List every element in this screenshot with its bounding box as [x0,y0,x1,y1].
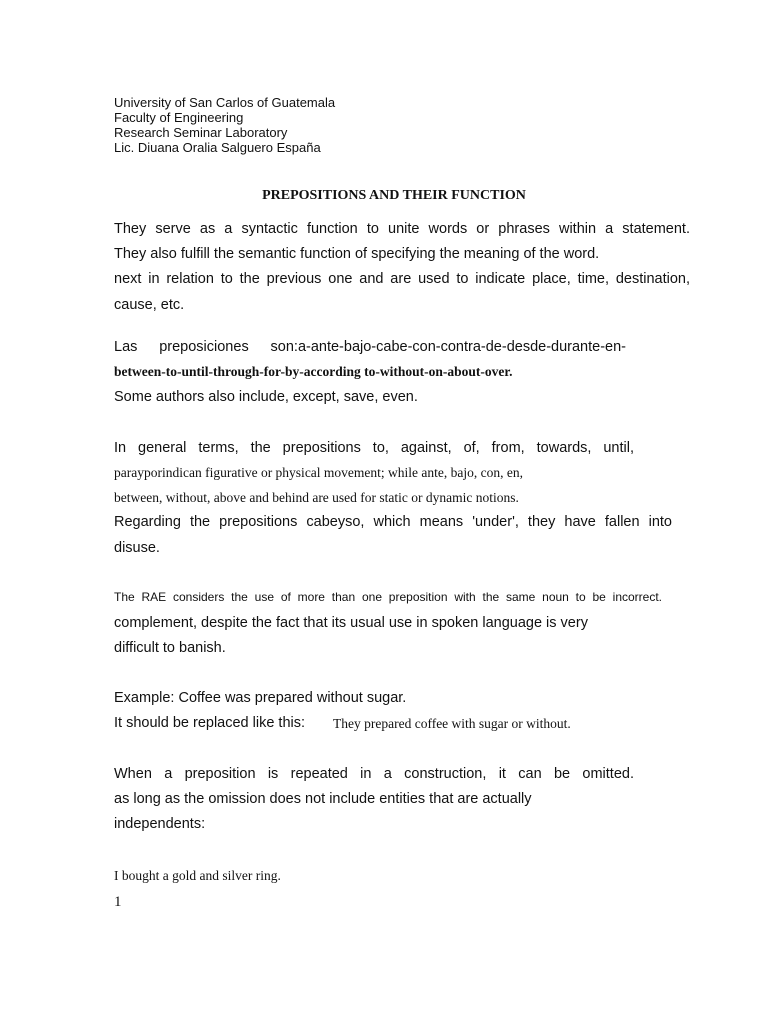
header-university: University of San Carlos of Guatemala [114,95,336,110]
para2-line1: Las preposiciones son:a-ante-bajo-cabe-con-contra-de-desde-durante-en- [114,339,626,355]
para4-line3: difficult to banish. [114,640,226,656]
header-author: Lic. Diuana Oralia Salguero España [114,140,321,155]
para2-line2: between-to-until-through-for-by-according to-without-on-about-over. [114,364,513,379]
para3-line3: between, without, above and behind are used for static or dynamic notions. [114,490,519,505]
page-number: 1 [114,894,122,910]
para5-line2-example: They prepared coffee with sugar or without. [333,716,571,731]
para5-line1: Example: Coffee was prepared without sugar. [114,690,407,706]
para4-line1: The RAE considers the use of more than one preposition with the same noun to be incorrect. [114,590,662,604]
para1-line4: cause, etc. [114,297,185,313]
para1-line3: next in relation to the previous one and are used to indicate place, time, destination, [114,271,690,287]
para6-line1: When a preposition is repeated in a construction, it can be omitted. [114,766,634,782]
para3-line4: Regarding the prepositions cabeyso, which means 'under', they have fallen into [114,514,672,530]
para1-line2: They also fulfill the semantic function of specifying the meaning of the word. [114,246,600,262]
para3-line1: In general terms, the prepositions to, against, of, from, towards, until, [114,440,634,456]
header-laboratory: Research Seminar Laboratory [114,125,288,140]
para6-line2: as long as the omission does not include entities that are actually [114,791,532,807]
para6-line3: independents: [114,816,206,832]
para2-line3: Some authors also include, except, save, even. [114,389,418,405]
para7-line1: I bought a gold and silver ring. [114,868,281,883]
para4-line2: complement, despite the fact that its usual use in spoken language is very [114,615,588,631]
document-title: PREPOSITIONS AND THEIR FUNCTION [262,188,526,203]
para3-line5: disuse. [114,540,160,556]
header-faculty: Faculty of Engineering [114,110,244,125]
para1-line1: They serve as a syntactic function to unite words or phrases within a statement. [114,221,690,237]
para3-line2: parayporindican figurative or physical movement; while ante, bajo, con, en, [114,465,523,480]
para5-line2-lead: It should be replaced like this: [114,715,306,731]
